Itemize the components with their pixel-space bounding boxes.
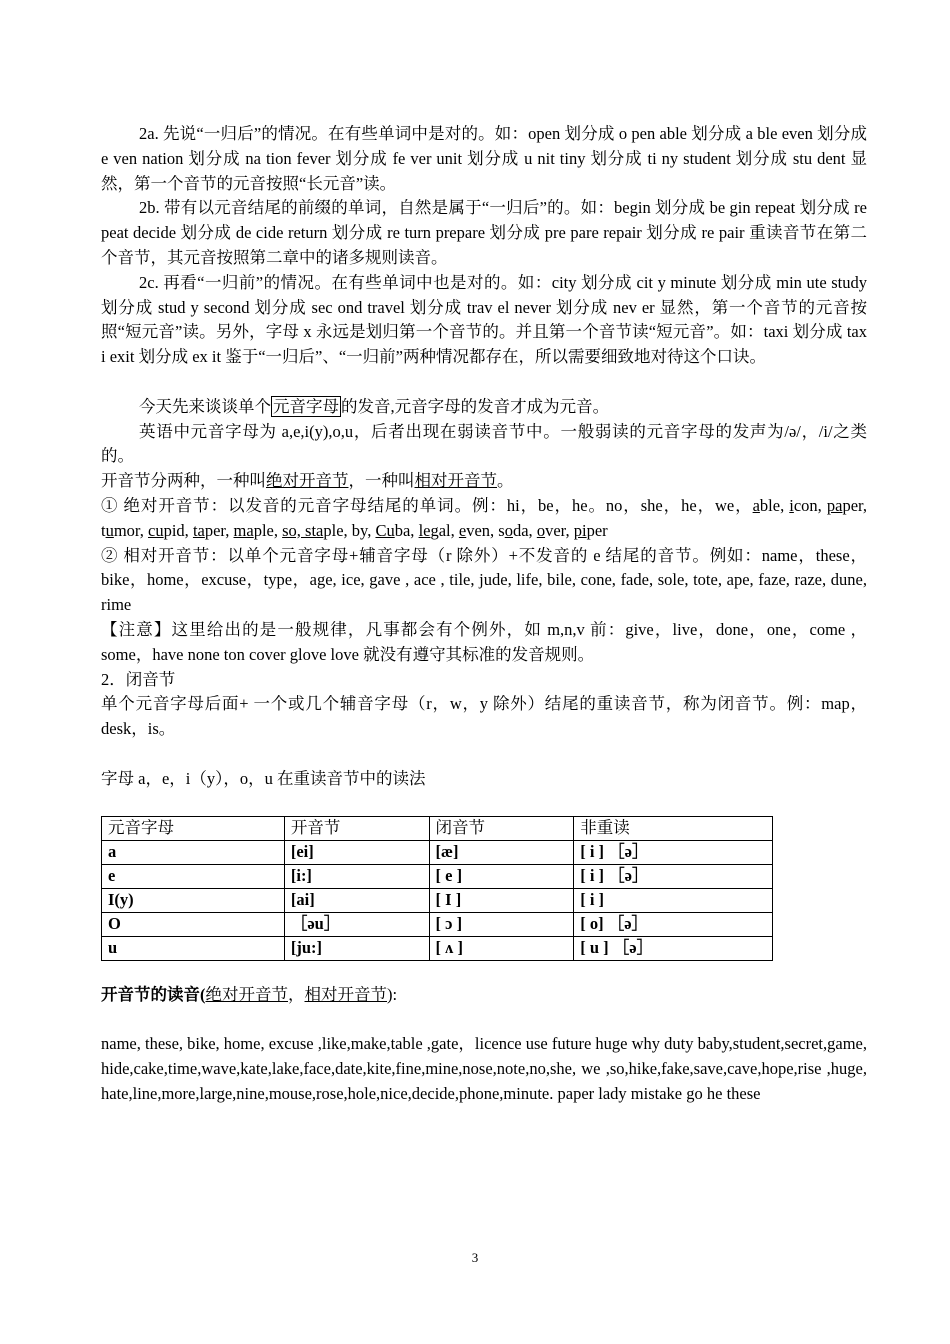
- paragraph-2a: 2a. 先说“一归后”的情况。在有些单词中是对的。如：open 划分成 o pen able 划分成 a ble even 划分成 e ven nation 划分成 na tion fever 划分成 fe ver unit 划分成 u nit tiny 划分成 ti ny student 划分成 stu dent 显然，第一个音节的元音按照“长元音”读。: [101, 124, 867, 193]
- example-underline: e: [458, 520, 467, 540]
- table-header-row: [102, 816, 773, 840]
- example-rest: ba,: [394, 520, 419, 540]
- table-cell: [ o] ［ə］: [574, 912, 773, 936]
- table-row: [102, 936, 773, 960]
- blank-line: [101, 1007, 867, 1032]
- example-rest: t: [101, 520, 106, 540]
- table-cell: a: [102, 840, 285, 864]
- example-underline: o: [504, 520, 513, 540]
- underlined-relative-open: 相对开音节: [414, 471, 497, 491]
- paragraph-open-syllable-types: [101, 469, 867, 494]
- table-row: [102, 840, 773, 864]
- table-cell: [ai]: [284, 888, 429, 912]
- page-content: [101, 122, 867, 1107]
- example-underline: o: [536, 520, 546, 540]
- table-cell: [i:]: [284, 864, 429, 888]
- table-cell: [ I ]: [429, 888, 574, 912]
- paragraph-absolute-open: [101, 494, 867, 544]
- example-underline: u: [105, 520, 114, 540]
- table-cell: [æ]: [429, 840, 574, 864]
- boxed-term-vowel-letters: 元音字母: [273, 396, 339, 416]
- example-rest: ven, s: [466, 520, 505, 540]
- paragraph-word-list: name, these, bike, home, excuse ,like,make,table ,gate，licence use future huge why duty baby,student,secret,game,hide,cake,time,wave,kate,lake,face,date,kite,fine,mine,nose,note,no,she, we ,so,hike,fake,save,cave,hope,rise ,huge,hate,line,more,large,nine,mouse,rose,hole,nice,decide,phone,minute. paper lady mistake go he these: [101, 1034, 867, 1103]
- open-text-end: 。: [497, 471, 514, 491]
- table-cell: I(y): [102, 888, 285, 912]
- today-text-end: 的发音,元音字母的发音才成为元音。: [341, 396, 610, 416]
- table-cell: e: [102, 864, 285, 888]
- example-underline: pi: [573, 520, 587, 540]
- example-rest: pid,: [163, 520, 193, 540]
- table-header-cell: 元音字母: [102, 816, 285, 840]
- example-rest: ver,: [545, 520, 574, 540]
- table-cell: [ ʌ ]: [429, 936, 574, 960]
- example-underline: i: [789, 495, 794, 515]
- paragraph-today: [101, 395, 867, 420]
- blank-line: [101, 370, 867, 395]
- example-rest: ble,: [759, 495, 790, 515]
- example-rest: con,: [793, 495, 827, 515]
- table-header-cell: 开音节: [284, 816, 429, 840]
- example-underline: so, sta: [282, 520, 324, 540]
- example-rest: ple, by,: [323, 520, 376, 540]
- table-header-cell: 非重读: [574, 816, 773, 840]
- table-row: [102, 864, 773, 888]
- table-cell: [ u ] ［ə］: [574, 936, 773, 960]
- table-row: [102, 888, 773, 912]
- table-cell: [ ɔ ]: [429, 912, 574, 936]
- example-rest: ple,: [253, 520, 283, 540]
- example-underline: ma: [233, 520, 254, 540]
- table-cell: [ i ] ［ə］: [574, 840, 773, 864]
- table-cell: [ i ] ［ə］: [574, 864, 773, 888]
- table-cell: [ e ]: [429, 864, 574, 888]
- table-cell: O: [102, 912, 285, 936]
- table-cell: [ei]: [284, 840, 429, 864]
- page-number: 3: [471, 1250, 479, 1265]
- absolute-open-intro: ① 绝对开音节：以发音的元音字母结尾的单词。例：hi，be，he。no，she，he，we，: [101, 495, 753, 515]
- example-rest: da,: [512, 520, 537, 540]
- example-underline: le: [418, 520, 431, 540]
- example-rest: per,: [204, 520, 234, 540]
- example-underline: a: [752, 495, 760, 515]
- example-underline: pa: [826, 495, 843, 515]
- table-row: [102, 912, 773, 936]
- example-underline: ta: [192, 520, 205, 540]
- open-text-start: 开音节分两种，一种叫: [101, 471, 266, 491]
- table-cell: u: [102, 936, 285, 960]
- paragraph-relative-open: ② 相对开音节：以单个元音字母+辅音字母（r 除外）+不发音的 e 结尾的音节。例如：name，these，bike，home，excuse，type，age, ice, gave , ace , tile, jude, life, bile, cone, fade, sole, tote, ape, faze, raze, dune, rime: [101, 545, 867, 615]
- example-rest: gal,: [430, 520, 459, 540]
- example-rest: per,: [842, 495, 867, 515]
- paragraph-note: 【注意】这里给出的是一般规律，凡事都会有个例外，如 m,n,v 前：give，live，done，one，come ，some，have none ton cover glove love 就没有遵守其标准的发音规则。: [101, 619, 867, 664]
- table-cell: [ju:]: [284, 936, 429, 960]
- heading-underline-relative: 相对开音节: [304, 984, 387, 1004]
- open-text-mid: ，一种叫: [348, 471, 415, 491]
- example-rest: mor,: [113, 520, 149, 540]
- table-header-cell: 闭音节: [429, 816, 574, 840]
- paragraph-letters-intro: 字母 a，e，i（y），o，u 在重读音节中的读法: [101, 768, 426, 788]
- section-heading-open-syllable: [101, 983, 867, 1008]
- heading-underline-absolute: 绝对开音节: [205, 984, 288, 1004]
- underlined-absolute-open: 绝对开音节: [266, 471, 349, 491]
- blank-line: [101, 742, 867, 767]
- heading-text-end: ):: [387, 984, 398, 1004]
- example-rest: per: [586, 520, 608, 540]
- heading-text-start: 开音节的读音(: [101, 984, 206, 1004]
- example-underline: cu: [148, 520, 164, 540]
- vowel-reading-table: [101, 816, 773, 961]
- example-underline: Cu: [375, 520, 395, 540]
- today-text-start: 今天先来谈谈单个: [139, 396, 271, 416]
- table-cell: [ i ]: [574, 888, 773, 912]
- paragraph-english-vowels: 英语中元音字母为 a,e,i(y),o,u，后者出现在弱读音节中。一般弱读的元音字母的发声为/ə/，/i/之类的。: [101, 421, 867, 466]
- table-cell: ［əu］: [284, 912, 429, 936]
- paragraph-closed-syllable: 单个元音字母后面+ 一个或几个辅音字母（r，w，y 除外）结尾的重读音节，称为闭音节。例：map，desk，is。: [101, 694, 867, 739]
- heading-text-mid: ，: [288, 984, 305, 1004]
- paragraph-2b: 2b. 带有以元音结尾的前缀的单词，自然是属于“一归后”的。如：begin 划分成 be gin repeat 划分成 re peat decide 划分成 de cide return 划分成 re turn prepare 划分成 pre pare repair 划分成 re pair 重读音节在第二个音节，其元音按照第二章中的诸多规则读音。: [101, 198, 867, 267]
- closed-syllable-title: 2．闭音节: [101, 669, 176, 689]
- paragraph-2c: 2c. 再看“一归前”的情况。在有些单词中也是对的。如：city 划分成 cit y minute 划分成 min ute study 划分成 stud y second 划分成 sec ond travel 划分成 trav el never 划分成 nev er 显然，第一个音节的元音按照“短元音”读。另外，字母 x 永远是划归第一个音节的。并且第一个音节读“短元音”。如：taxi 划分成 tax i exit 划分成 ex it 鉴于“一归后”、“一归前”两种情况都存在，所以需要细致地对待这个口诀。: [101, 272, 867, 367]
